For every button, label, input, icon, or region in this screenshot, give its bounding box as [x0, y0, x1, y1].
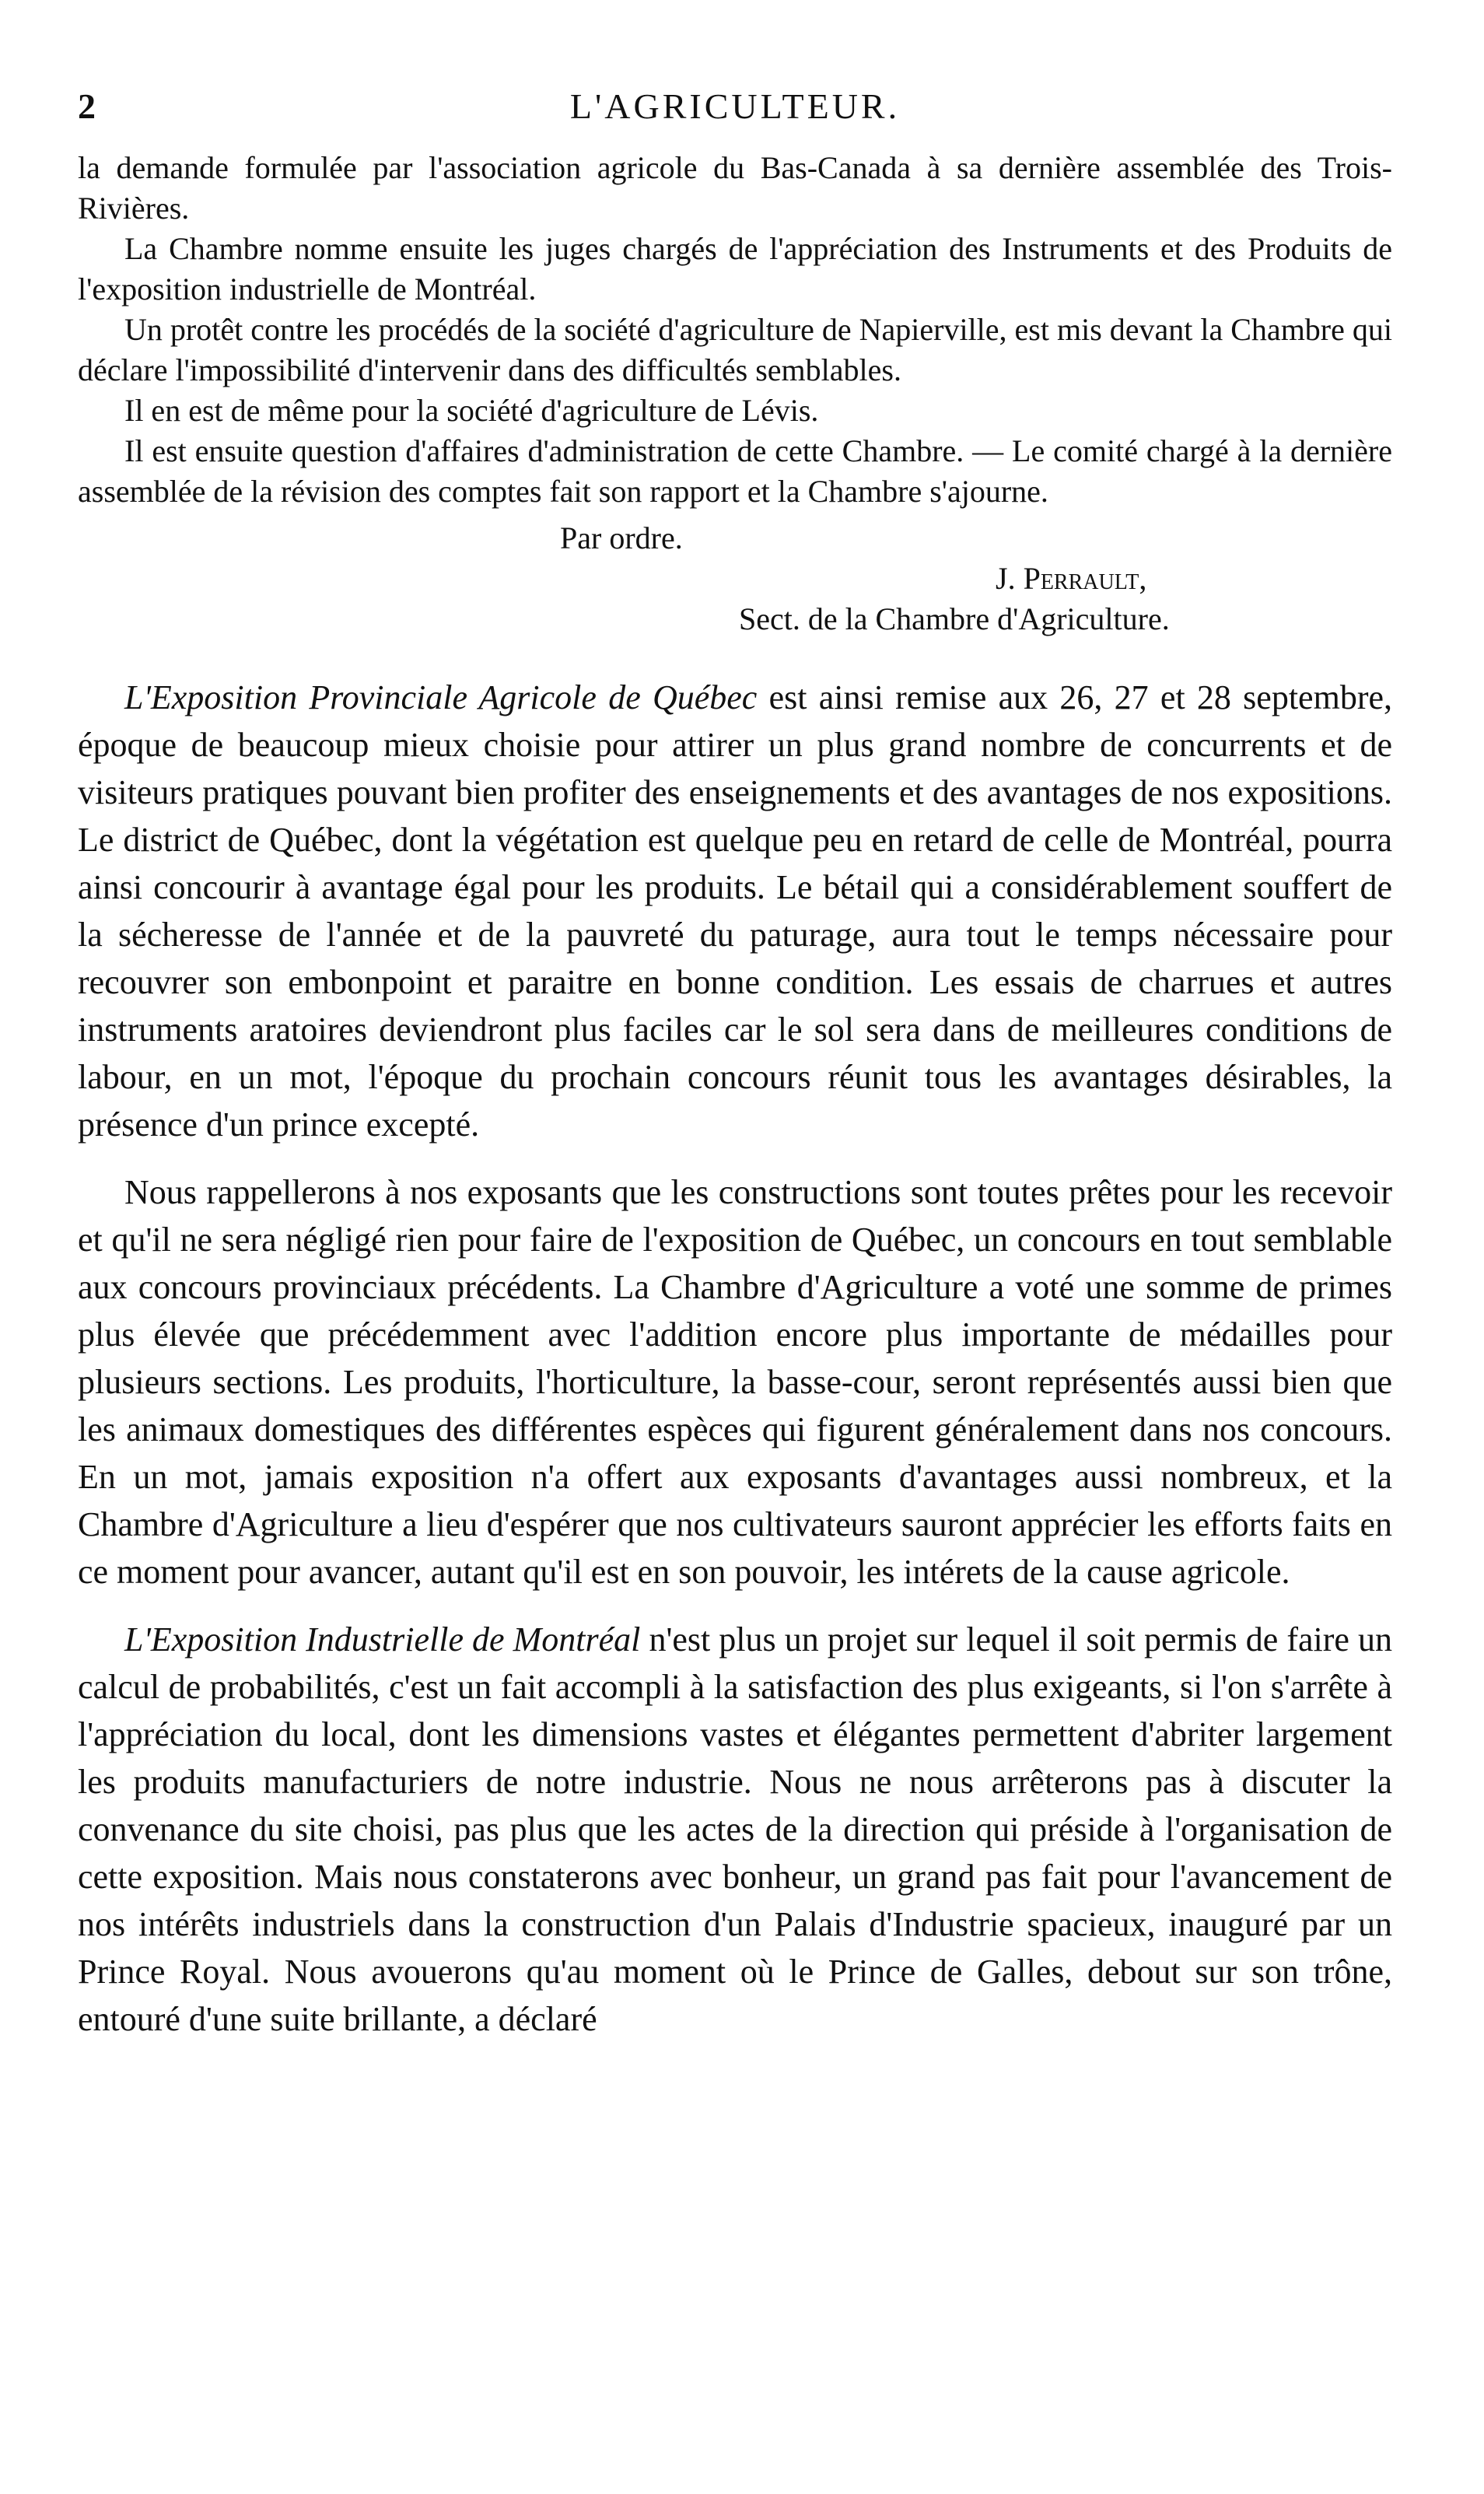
minutes-paragraph: Il est ensuite question d'affaires d'administration de cette Chambre. — Le comité chargé à la dernière assemblée de la révision des comptes fait son rapport et la Chambre s'ajourne.: [78, 433, 1392, 509]
article-paragraph-montreal: [78, 1616, 1392, 2043]
meeting-minutes: [78, 148, 1392, 512]
article-body: [78, 674, 1392, 2043]
signature-order: Par ordre.: [560, 520, 683, 555]
minutes-paragraph: La Chambre nomme ensuite les juges chargés de l'appréciation des Instruments et des Produits de l'exposition industrielle de Montréal.: [78, 231, 1392, 306]
article-paragraph-exposants: [78, 1168, 1392, 1596]
minutes-paragraph: Il en est de même pour la société d'agriculture de Lévis.: [124, 393, 819, 428]
article-text: est ainsi remise aux 26, 27 et 28 septembre, époque de beaucoup mieux choisie pour attirer un plus grand nombre de concurrents et de visiteurs pratiques pouvant bien profiter des enseignements et des avantages de nos expositions. Le district de Québec, dont la végétation est quelque peu en retard de celle de Montréal, pourra ainsi concourir à avantage égal pour les produits. Le bétail qui a considérablement souffert de la sécheresse de l'année et de la pauvreté du paturage, aura tout le temps nécessaire pour recouvrer son embonpoint et paraitre en bonne condition. Les essais de charrues et autres instruments aratoires deviendront plus faciles car le sol sera dans de meilleures conditions de labour, en un mot, l'époque du prochain concours réunit tous les avantages désirables, la présence d'un prince excepté.: [78, 678, 1392, 1144]
article-paragraph-quebec: [78, 674, 1392, 1148]
document-page: [78, 86, 1392, 2063]
minutes-paragraph: Un protêt contre les procédés de la société d'agriculture de Napierville, est mis devant la Chambre qui déclare l'impossibilité d'intervenir dans des difficultés semblables.: [78, 312, 1392, 387]
page-number: 2: [78, 86, 96, 126]
page-header: [78, 86, 1392, 148]
article-text: Nous rappellerons à nos exposants que les constructions sont toutes prêtes pour les recevoir et qu'il ne sera négligé rien pour faire de l'exposition de Québec, un concours en tout semblable aux concours provinciaux précédents. La Chambre d'Agriculture a voté une somme de primes plus élevée que précédemment avec l'addition encore plus importante de médailles pour plusieurs sections. Les produits, l'horticulture, la basse-cour, seront représentés aussi bien que les animaux domestiques des différentes espèces qui figurent généralement dans nos concours. En un mot, jamais exposition n'a offert aux exposants d'avantages aussi nombreux, et la Chambre d'Agriculture a lieu d'espérer que nos cultivateurs sauront apprécier les efforts faits en ce moment pour avancer, autant qu'il est en son pouvoir, les intérets de la cause agricole.: [78, 1173, 1392, 1591]
signature-block: [78, 518, 1392, 639]
minutes-paragraph: la demande formulée par l'association agricole du Bas-Canada à sa dernière assemblée des Trois-Rivières.: [78, 150, 1392, 226]
article-text: n'est plus un projet sur lequel il soit permis de faire un calcul de probabilités, c'est un fait accompli à la satisfaction des plus exigeants, si l'on s'arrête à l'appréciation du local, dont les dimensions vastes et élégantes permettent d'abriter largement les produits manufacturiers de notre industrie. Nous ne nous arrêterons pas à discuter la convenance du site choisi, pas plus que les actes de la direction qui préside à l'organisation de cette exposition. Mais nous constaterons avec bonheur, un grand pas fait pour l'avancement de nos intérêts industriels dans la construction d'un Palais d'Industrie spacieux, inauguré par un Prince Royal. Nous avouerons qu'au moment où le Prince de Galles, debout sur son trône, entouré d'une suite brillante, a déclaré: [78, 1620, 1392, 2038]
article-lead-italic: L'Exposition Industrielle de Montréal: [124, 1620, 641, 1659]
signature-name: J. Perrault,: [996, 561, 1147, 596]
running-title: L'AGRICULTEUR.: [569, 86, 901, 126]
signature-title: Sect. de la Chambre d'Agriculture.: [739, 601, 1170, 636]
article-lead-italic: L'Exposition Provinciale Agricole de Québec: [124, 678, 758, 716]
